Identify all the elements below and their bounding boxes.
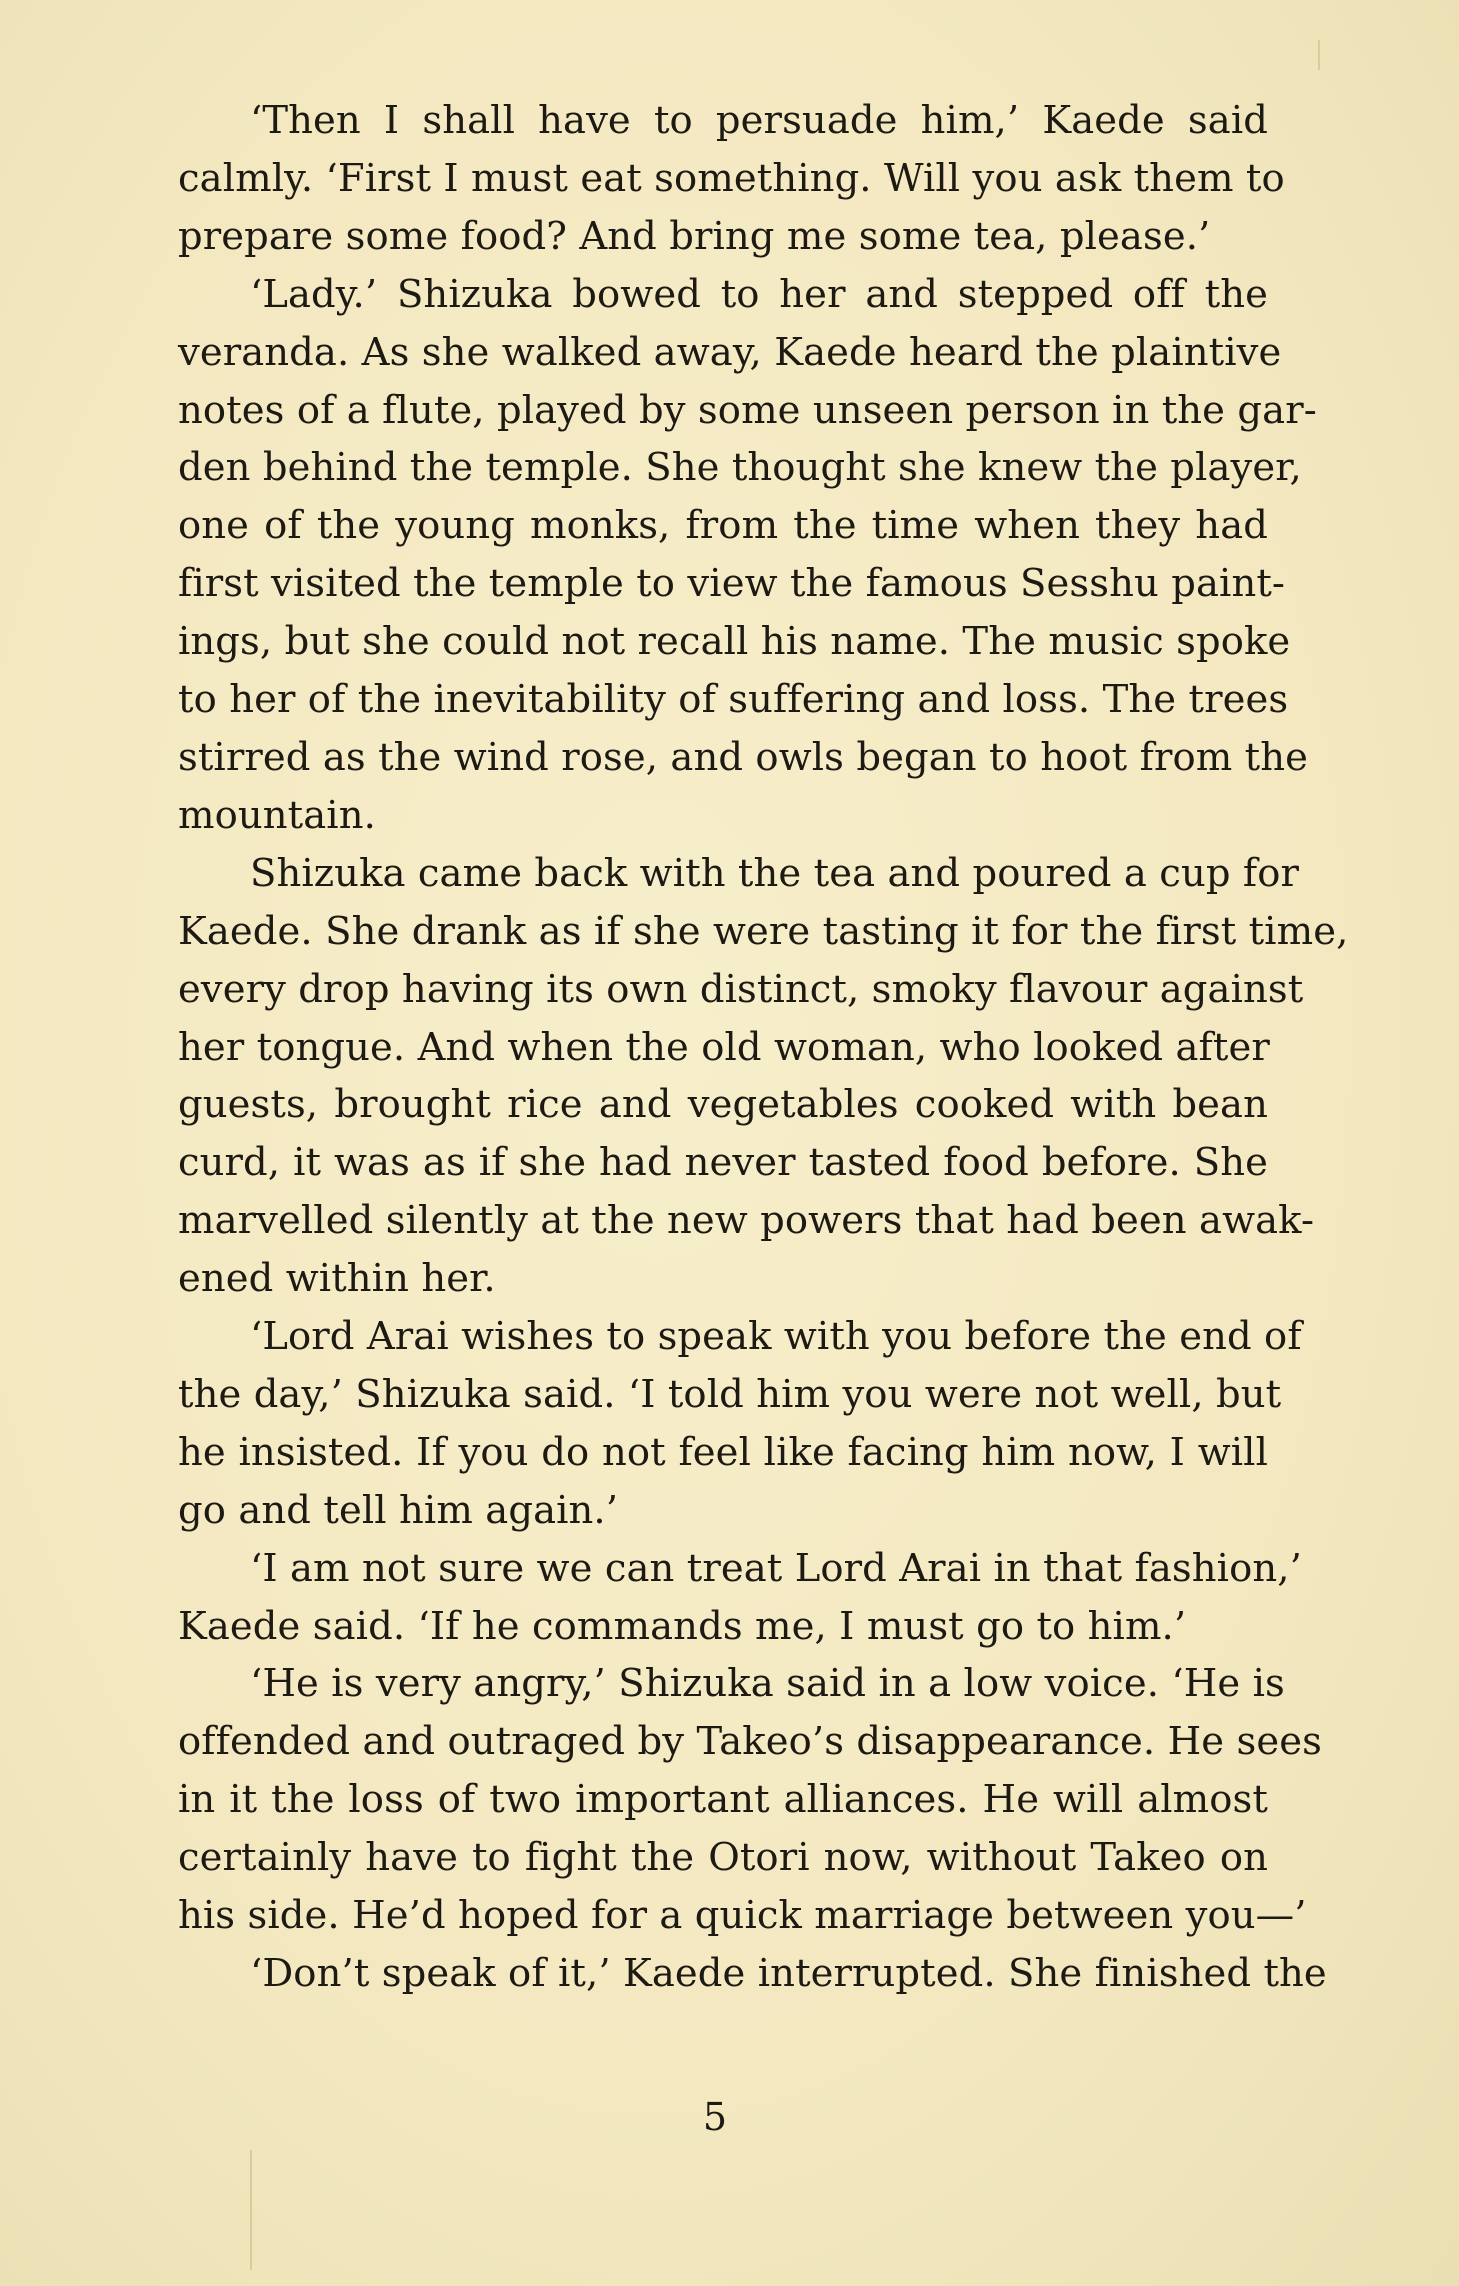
text-line: to her of the inevitability of suffering and loss. The trees [178,677,1289,723]
text-line: first visited the temple to view the famous Sesshu paint- [178,561,1286,607]
text-line: Kaede said. ‘If he commands me, I must go to him.’ [178,1603,1187,1649]
text-line: every drop having its own distinct, smoky flavour against [178,966,1304,1012]
text-line: Kaede. She drank as if she were tasting it for the first time, [178,908,1349,954]
text-line: ened within her. [178,1256,496,1302]
text-line: ‘Lady.’ Shizuka bowed to her and stepped off the [250,271,1268,317]
text-line: ‘Then I shall have to persuade him,’ Kaede said [250,98,1268,143]
text-line: one of the young monks, from the time when they had [178,503,1268,549]
text-line: ings, but she could not recall his name. The music spoke [178,619,1291,665]
text-line: ‘Lord Arai wishes to speak with you before the end of [250,1314,1302,1360]
text-line: prepare some food? And bring me some tea, please.’ [178,213,1211,259]
text-line: marvelled silently at the new powers that had been awak- [178,1198,1315,1244]
page-edge-mark [250,2150,252,2270]
text-line: ‘I am not sure we can treat Lord Arai in that fashion,’ [250,1545,1302,1591]
page-number: 5 [702,2095,728,2139]
text-line: the day,’ Shizuka said. ‘I told him you were not well, but [178,1371,1282,1417]
page-edge-mark [1318,40,1320,70]
text-line: certainly have to fight the Otori now, without Takeo on [178,1835,1268,1881]
text-line: ‘He is very angry,’ Shizuka said in a low voice. ‘He is [250,1661,1285,1707]
text-line: offended and outraged by Takeo’s disappearance. He sees [178,1719,1322,1765]
text-line: mountain. [178,792,376,838]
text-line: Shizuka came back with the tea and poured a cup for [250,850,1300,896]
text-line: stirred as the wind rose, and owls began to hoot from the [178,734,1309,780]
text-line: go and tell him again.’ [178,1487,619,1533]
body-text [178,92,1349,2003]
text-line: veranda. As she walked away, Kaede heard the plaintive [178,329,1282,375]
text-line: ‘Don’t speak of it,’ Kaede interrupted. She finished the [250,1951,1327,1996]
text-line: guests, brought rice and vegetables cooked with bean [178,1082,1268,1128]
text-line: den behind the temple. She thought she knew the player, [178,445,1302,491]
text-line: notes of a flute, played by some unseen person in the gar- [178,387,1317,433]
text-line: her tongue. And when the old woman, who looked after [178,1024,1270,1070]
text-line: his side. He’d hoped for a quick marriage between you—’ [178,1893,1307,1939]
text-line: calmly. ‘First I must eat something. Will you ask them to [178,155,1285,201]
text-line: in it the loss of two important alliances. He will almost [178,1777,1268,1823]
text-line: he insisted. If you do not feel like facing him now, I will [178,1429,1268,1475]
text-line: curd, it was as if she had never tasted food before. She [178,1140,1268,1186]
